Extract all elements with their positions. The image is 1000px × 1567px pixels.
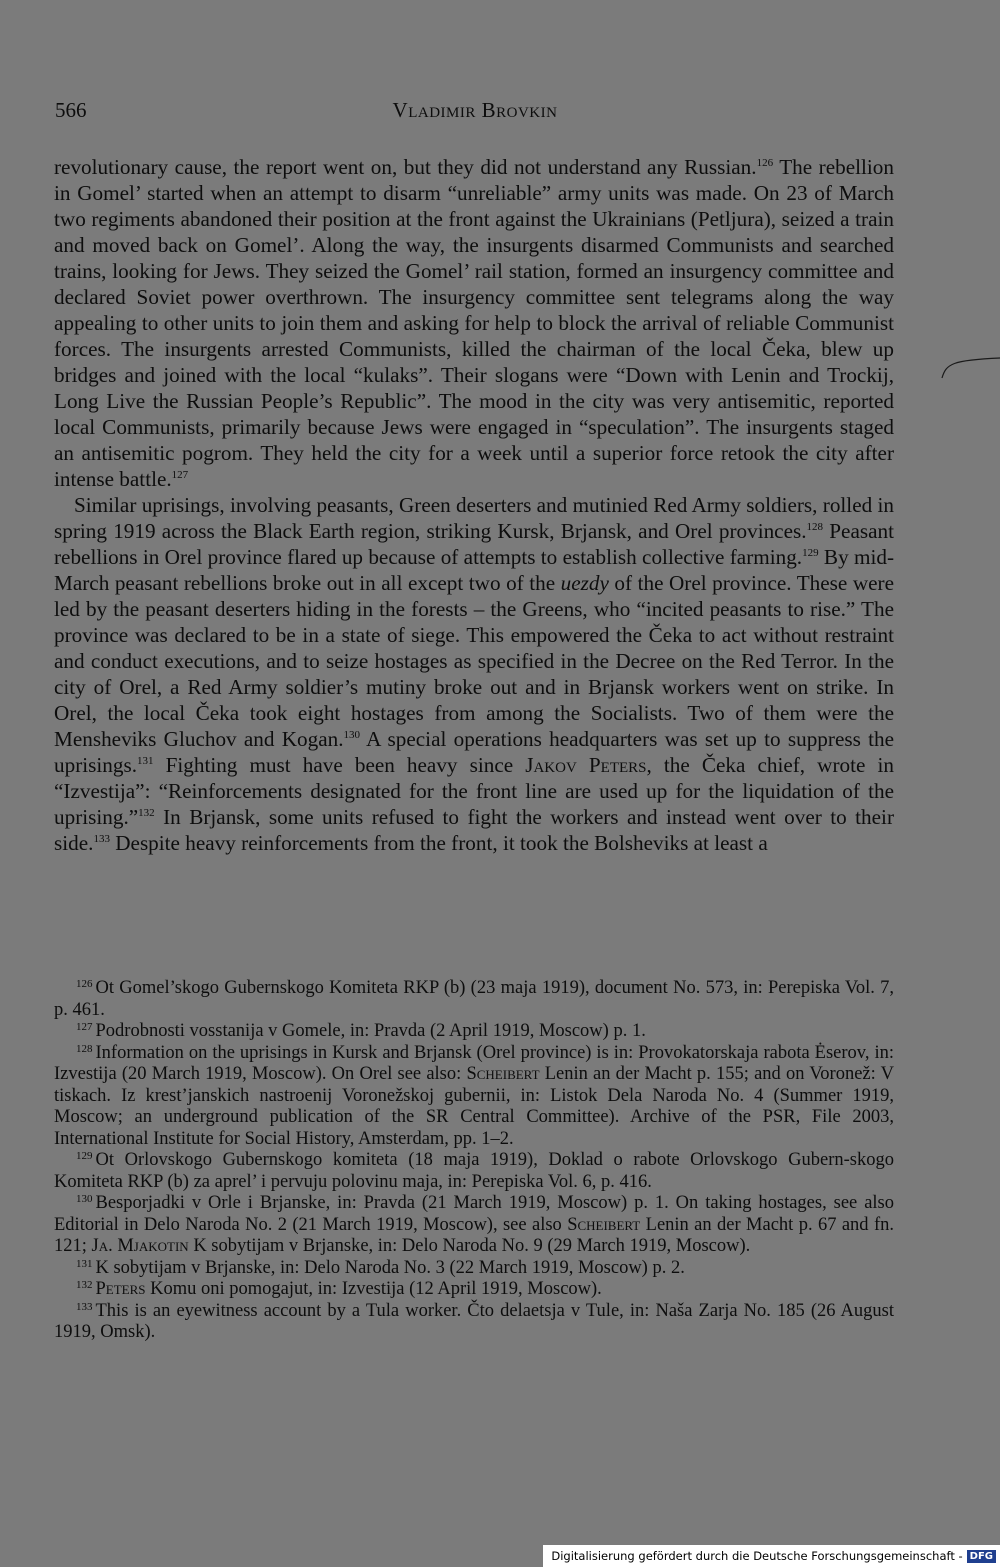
footnote-127 [54,1021,894,1043]
footnote-number: 133 [76,1300,93,1313]
footnote-ref: 132 [138,807,155,819]
funding-credit-text: Digitalisierung gefördert durch die Deutsche Forschungsgemeinschaft - [551,1549,963,1563]
page-header [55,98,895,128]
text-run: In Brjansk, some units refused to fight the workers and instead went over to their side. [54,805,894,855]
footnote-number: 128 [76,1042,93,1055]
italic-term: uezdy [560,571,609,595]
text-run: Peasant rebellions in Orel province flared up because of attempts to establish collective farming. [54,519,894,569]
text-run: revolutionary cause, the report went on, but they did not understand any Russian. [54,155,757,179]
footnote-ref: 126 [756,157,774,169]
footnote-text: Besporjadki v Orle i Brjanske, in: Pravda (21 March 1919, Moscow) p. 1. On taking hostages, see also Editorial in Delo Naroda No. 2 (21 March 1919, Moscow), see also [54,1193,894,1235]
author-name: Ja. Mjakotin [91,1236,189,1256]
footnote-text: Ot Orlovskogo Gubernskogo komiteta (18 maja 1919), Doklad o rabote Orlovskogo Gubern-skogo Komiteta RKP (b) za aprel’ i pervuju polovinu maja, in: Perepiska Vol. 6, p. 416. [54,1150,894,1192]
footnote-132 [54,1279,894,1301]
footnote-ref: 127 [171,469,189,481]
footnote-number: 129 [76,1150,93,1162]
footnote-ref: 128 [806,521,824,533]
footnote-text: K sobytijam v Brjanske, in: Delo Naroda No. 3 (22 March 1919, Moscow) p. 2. [95,1257,685,1278]
text-run: Fighting must have been heavy since [153,753,526,777]
paragraph-2 [54,492,894,856]
footnote-ref: 129 [802,547,819,559]
running-head: Vladimir Brovkin [392,98,558,122]
footnote-number: 131 [76,1257,93,1270]
footnote-text: K sobytijam v Brjanske, in: Delo Naroda No. 9 (29 March 1919, Moscow). [188,1236,751,1256]
footnote-text: Lenin an der Macht p. 67 and fn. 121; [54,1214,894,1256]
footnote-text: Information on the uprisings in Kursk and Brjansk (Orel province) is in: Provokatorskaja rabota Ėserov, in: Izvestija (20 March 1919, Moscow). On Orel see also: [54,1042,894,1084]
footnote-129 [54,1150,894,1193]
footnote-text: Ot Gomel’skogo Gubernskogo Komiteta RKP (b) (23 maja 1919), document No. 573, in: Perepiska Vol. 7, p. 461. [54,978,894,1020]
page-number: 566 [55,98,87,122]
margin-pencil-mark [940,352,1000,382]
footnote-133 [54,1301,894,1344]
text-run: The rebellion in Gomel’ started when an attempt to disarm “unreliable” army units was made. On 23 of March two regiments abandoned their position at the front against the Ukrainians (Petljura), seized a train and moved back on Gomel’. Along the way, the insurgents disarmed Communists and searched trains, looking for Jews. They seized the Gomel’ rail station, formed an insurgency committee and declared Soviet power overthrown. The insurgency committee sent telegrams along the way appealing to other units to join them and asking for help to block the arrival of reliable Communist forces. The insurgents arrested Communists, killed the chairman of the local Čeka, blew up bridges and joined with the local “kulaks”. Their slogans were “Down with Lenin and Trockij, Long Live the Russian People’s Republic”. The mood in the city was very antisemitic, reported local Communists, primarily because Jews were engaged in “speculation”. The insurgents staged an antisemitic pogrom. They held the city for a week until a superior force retook the city after intense battle. [54,155,894,491]
text-run: By mid-March peasant rebellions broke out in all except two of the [54,545,894,595]
text-run: Similar uprisings, involving peasants, Green deserters and mutinied Red Army soldiers, rolled in spring 1919 across the Black Earth region, striking Kursk, Brjansk, and Orel provinces. [54,493,894,543]
author-name: Scheibert [466,1064,540,1084]
footnote-130 [54,1193,894,1258]
funding-credit-bar [543,1545,1000,1567]
footnote-text: Podrobnosti vosstanija v Gomele, in: Pravda (2 April 1919, Moscow) p. 1. [95,1021,646,1041]
body-text [54,154,894,856]
footnote-number: 130 [76,1193,93,1205]
footnote-126 [54,978,894,1021]
text-run: Despite heavy reinforcements from the front, it took the Bolsheviks at least a [109,831,768,855]
footnote-number: 132 [76,1279,93,1291]
dfg-logo: DFG [967,1550,996,1563]
footnote-ref: 133 [93,833,110,845]
footnote-number: 127 [76,1021,93,1033]
person-name: Jakov Peters [525,753,647,777]
text-run: of the Orel province. These were led by the peasant deserters hiding in the forests – the Greens, who “incited peasants to rise.” The province was declared to be in a state of siege. This empowered the Čeka to act without restraint and conduct executions, and to seize hostages as specified in the Decree on the Red Terror. In the city of Orel, a Red Army soldier’s mutiny broke out and in Brjansk workers went on strike. In Orel, the local Čeka took eight hostages from among the Socialists. Two of them were the Mensheviks Gluchov and Kogan. [54,571,894,751]
text-run: , the Čeka chief, wrote in “Izvestija”: “Reinforcements designated for the front line are used up for the liquidation of the uprising.” [54,753,894,829]
footnotes [54,978,894,1344]
paragraph-1 [54,154,894,492]
footnote-128 [54,1043,894,1151]
footnote-131 [54,1258,894,1280]
footnote-text: Komu oni pomogajut, in: Izvestija (12 April 1919, Moscow). [145,1279,602,1299]
footnote-ref: 130 [343,729,361,741]
text-run: A special operations headquarters was set up to suppress the uprisings. [54,727,894,777]
footnote-number: 126 [76,978,93,990]
footnote-text: Lenin an der Macht p. 155; and on Voronež: V tiskach. Iz krest’janskich nastroenij Voronežskoj gubernii, in: Listok Dela Naroda No. 4 (Summer 1919, Moscow; an underground publication of the SR Central Committee). Archive of the PSR, File 2003, International Institute for Social History, Amsterdam, pp. 1–2. [54,1064,894,1149]
footnote-ref: 131 [137,755,154,767]
footnote-text: This is an eyewitness account by a Tula worker. Čto delaetsja v Tule, in: Naša Zarja No. 185 (26 August 1919, Omsk). [54,1300,894,1342]
author-name: Peters [95,1279,146,1299]
author-name: Scheibert [567,1214,641,1235]
